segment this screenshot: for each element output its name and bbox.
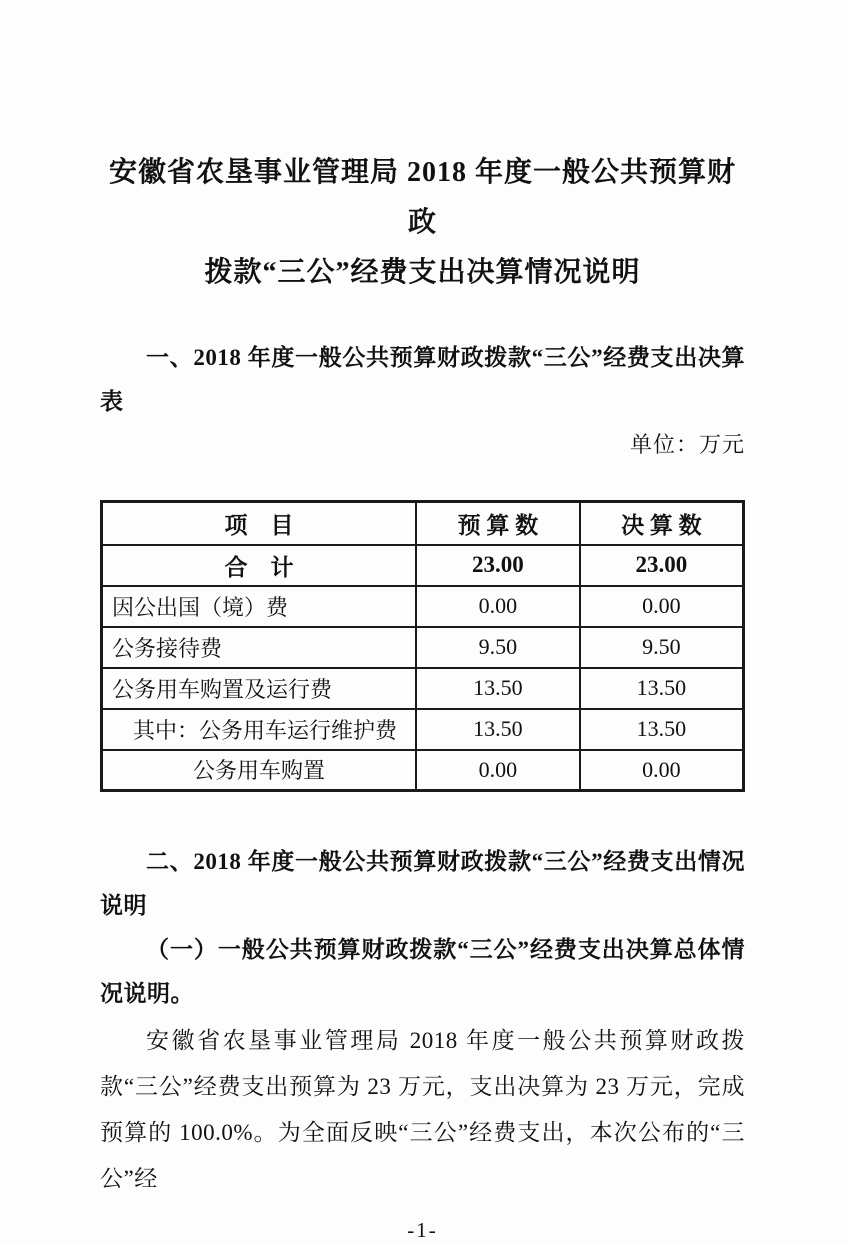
section1-heading: 一、2018 年度一般公共预算财政拨款“三公”经费支出决算表 bbox=[100, 345, 745, 414]
table-header-row bbox=[102, 502, 744, 545]
body-paragraph: 安徽省农垦事业管理局 2018 年度一般公共预算财政拨款“三公”经费支出预算为 23 万元，支出决算为 23 万元，完成预算的 100.0%。为全面反映“三公”经费支出，本次公布的“三公”经 bbox=[100, 1028, 745, 1191]
col-header-final: 决 算 数 bbox=[580, 502, 744, 545]
final-cell: 0.00 bbox=[580, 750, 744, 791]
expense-table bbox=[100, 500, 745, 792]
table-row bbox=[102, 750, 744, 791]
budget-cell: 0.00 bbox=[416, 586, 580, 627]
unit-label: 单位：万元 bbox=[629, 432, 745, 457]
table-row bbox=[102, 668, 744, 709]
section2-heading: 二、2018 年度一般公共预算财政拨款“三公”经费支出情况说明 bbox=[100, 849, 745, 918]
final-cell: 13.50 bbox=[580, 668, 744, 709]
col-header-budget: 预 算 数 bbox=[416, 502, 580, 545]
title-line-2: 拨款“三公”经费支出决算情况说明 bbox=[204, 257, 641, 288]
budget-cell: 23.00 bbox=[416, 545, 580, 586]
budget-cell: 9.50 bbox=[416, 627, 580, 668]
table-row bbox=[102, 545, 744, 586]
item-cell: 公务用车购置及运行费 bbox=[102, 668, 417, 709]
final-cell: 13.50 bbox=[580, 709, 744, 750]
table-row bbox=[102, 586, 744, 627]
col-header-item: 项 目 bbox=[102, 502, 417, 545]
item-cell: 公务用车购置 bbox=[102, 750, 417, 791]
item-cell: 合 计 bbox=[102, 545, 417, 586]
final-cell: 9.50 bbox=[580, 627, 744, 668]
item-cell: 公务接待费 bbox=[102, 627, 417, 668]
final-cell: 0.00 bbox=[580, 586, 744, 627]
budget-cell: 13.50 bbox=[416, 709, 580, 750]
final-cell: 23.00 bbox=[580, 545, 744, 586]
page-number: -1- bbox=[407, 1218, 438, 1242]
table-body bbox=[102, 545, 744, 791]
budget-cell: 0.00 bbox=[416, 750, 580, 791]
item-cell: 因公出国（境）费 bbox=[102, 586, 417, 627]
budget-cell: 13.50 bbox=[416, 668, 580, 709]
title-line-1: 安徽省农垦事业管理局 2018 年度一般公共预算财政 bbox=[108, 157, 736, 238]
item-cell: 其中：公务用车运行维护费 bbox=[102, 709, 417, 750]
section2-subheading: （一）一般公共预算财政拨款“三公”经费支出决算总体情况说明。 bbox=[100, 937, 745, 1006]
table-row bbox=[102, 709, 744, 750]
document-title bbox=[100, 148, 745, 298]
table-row bbox=[102, 627, 744, 668]
